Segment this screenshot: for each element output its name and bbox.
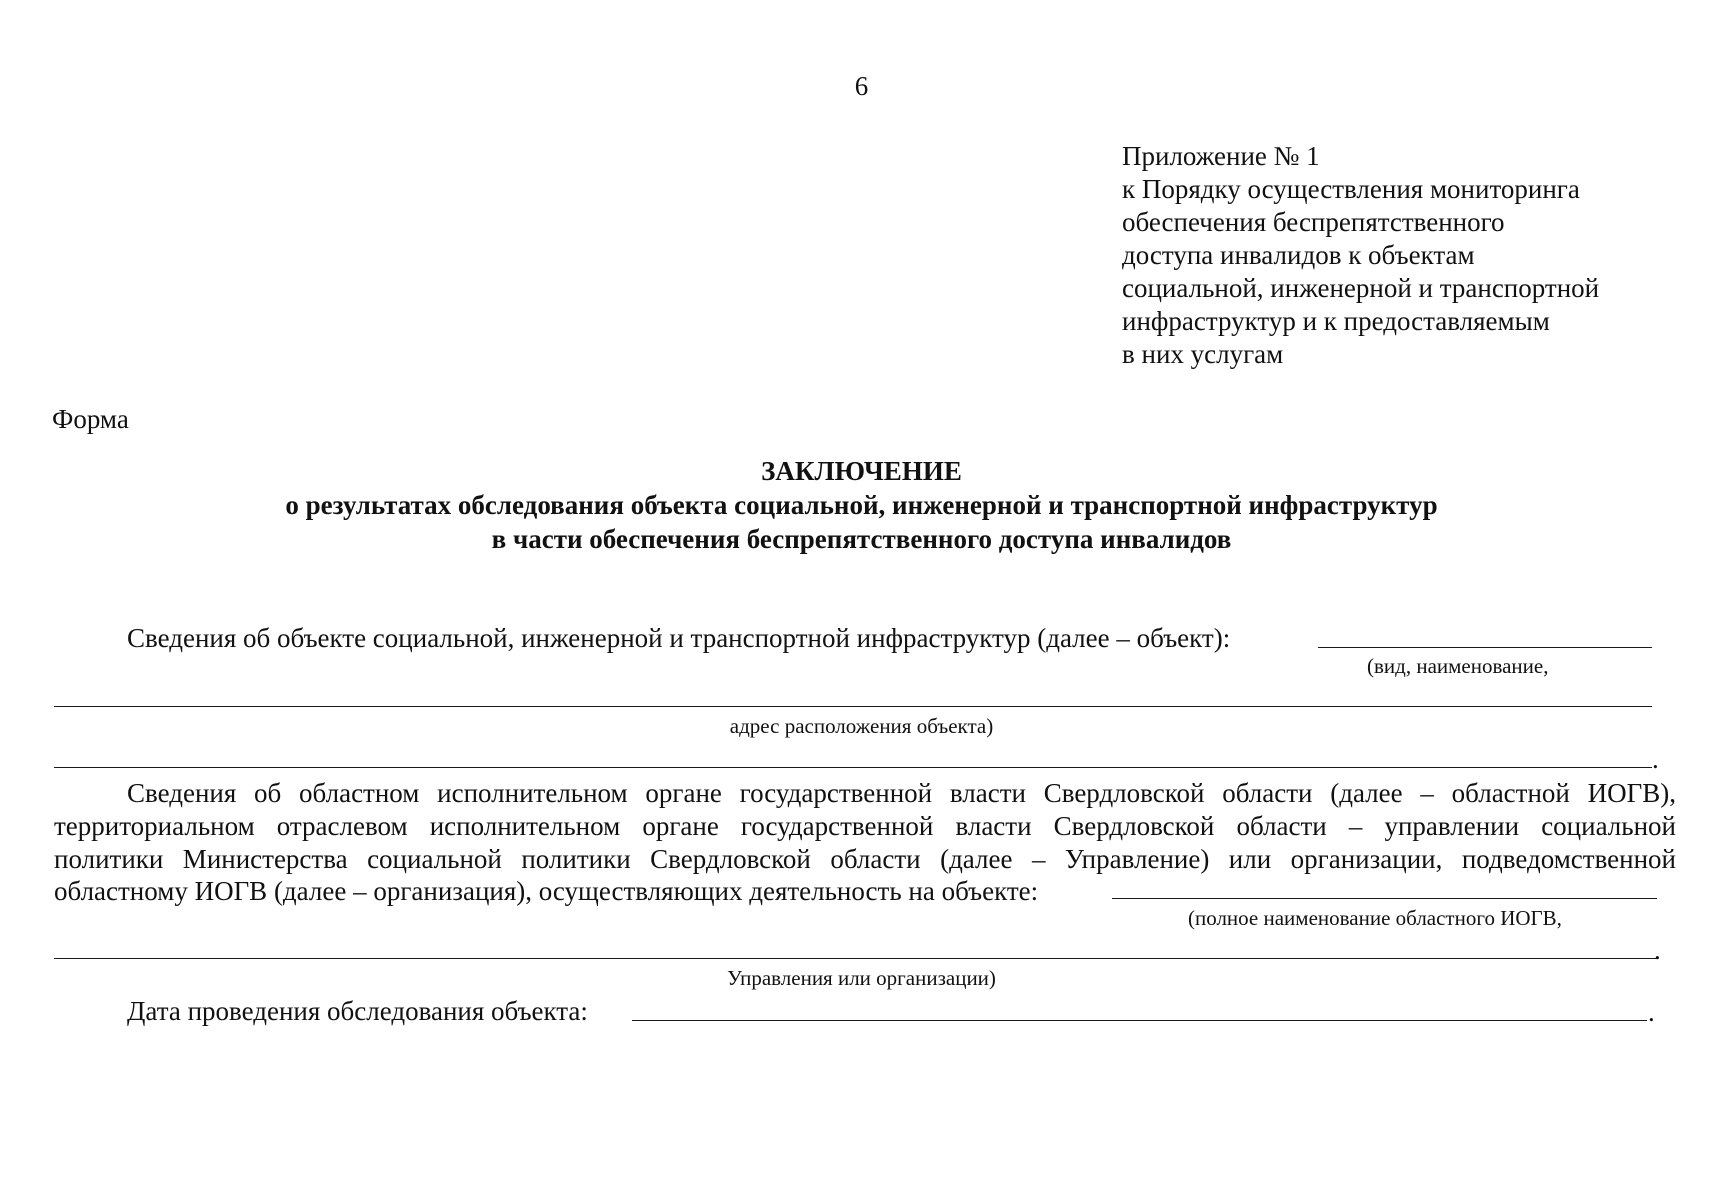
end-mark: . — [1652, 744, 1659, 774]
authority-caption-organization: Управления или организации) — [727, 966, 996, 990]
object-caption-type-name: (вид, наименование, — [1367, 654, 1549, 678]
end-mark: . — [1648, 997, 1655, 1027]
appendix-block — [1122, 140, 1599, 371]
authority-info-line: территориальном отраслевом исполнительном органе государственной власти Свердловской области – управлении социальной — [54, 811, 1676, 841]
survey-date-field[interactable] — [632, 1020, 1647, 1021]
appendix-line: инфраструктур и к предоставляемым — [1122, 306, 1550, 336]
document-title — [0, 454, 1723, 556]
object-info-label: Сведения об объекте социальной, инженерной и транспортной инфраструктур (далее – объект): — [127, 623, 1231, 653]
authority-info-line: политики Министерства социальной политики Свердловской области (далее – Управление) или организации, подведомственной — [54, 844, 1676, 874]
object-caption-address: адрес расположения объекта) — [729, 714, 994, 738]
end-mark: . — [1654, 935, 1661, 965]
appendix-line: к Порядку осуществления мониторинга — [1122, 174, 1580, 204]
authority-info-paragraph — [54, 777, 1676, 876]
authority-info-line: Сведения об областном исполнительном органе государственной власти Свердловской области (далее – областной ИОГВ), — [127, 778, 1676, 808]
authority-details-field[interactable] — [54, 958, 1657, 959]
appendix-line: обеспечения беспрепятственного — [1122, 207, 1505, 237]
appendix-line: доступа инвалидов к объектам — [1122, 240, 1475, 270]
authority-info-last-line: областному ИОГВ (далее – организация), осуществляющих деятельность на объекте: — [54, 876, 1039, 906]
title-line: в части обеспечения беспрепятственного доступа инвалидов — [491, 524, 1232, 554]
authority-name-field[interactable] — [1112, 898, 1657, 899]
object-details-field[interactable] — [54, 706, 1652, 707]
appendix-line: в них услугам — [1122, 339, 1284, 369]
survey-date-label: Дата проведения обследования объекта: — [127, 996, 588, 1026]
object-address-field[interactable] — [54, 767, 1652, 768]
appendix-line: социальной, инженерной и транспортной — [1122, 273, 1600, 303]
appendix-line: Приложение № 1 — [1122, 141, 1320, 171]
form-label: Форма — [52, 404, 129, 434]
object-type-name-field[interactable] — [1318, 647, 1652, 648]
title-line: о результатах обследования объекта социальной, инженерной и транспортной инфраструктур — [285, 490, 1438, 520]
page-number: 6 — [854, 71, 869, 101]
title-main: ЗАКЛЮЧЕНИЕ — [761, 456, 962, 486]
authority-caption-full-name: (полное наименование областного ИОГВ, — [1188, 906, 1562, 930]
